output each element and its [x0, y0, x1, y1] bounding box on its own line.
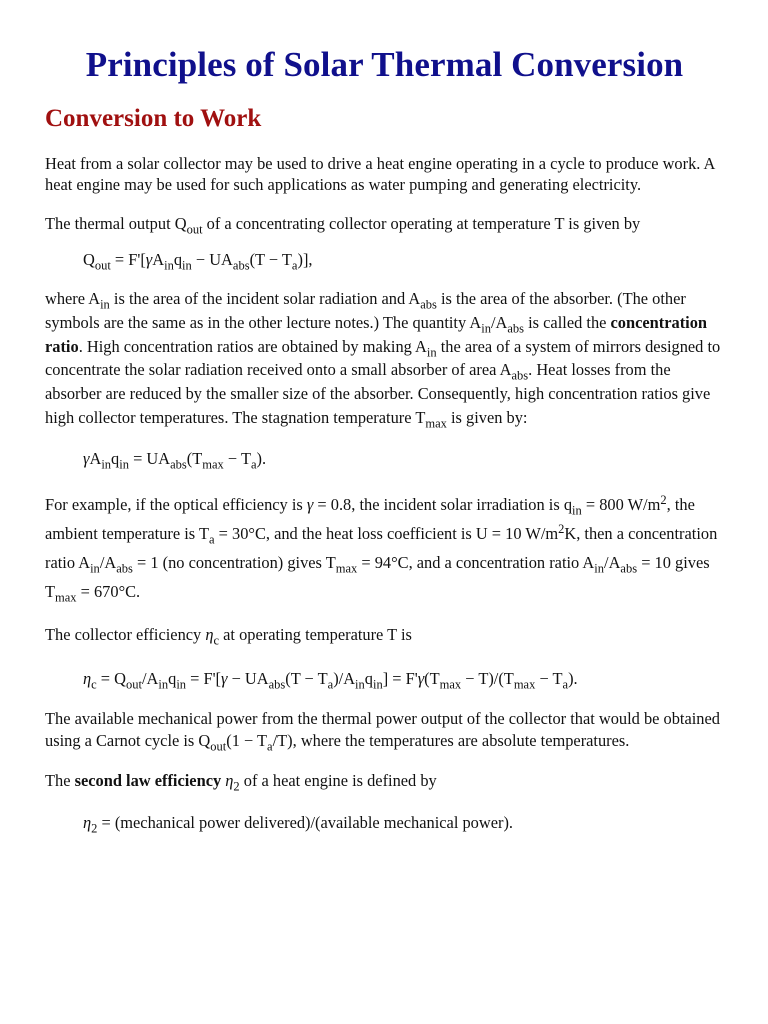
- paragraph-example: For example, if the optical efficiency is γ = 0.8, the incident solar irradiation is $q_{in} = 800$ $W/m^2$, the ambient temperature is $T_a = 30^\circ C$, and the heat loss coefficient is U = 10 $W/m^2K$, then a concentration ratio $A_{in}/A_{abs} = 1$ (no concentration) gives $T_{max} = 94^\circ C$, and a concentration ratio $A_{in}/A_{abs} = 10$ gives $T_{max} = 670^\circ C$.: [45, 492, 718, 605]
- equation-stagnation: $\gamma A_{in}q_{in} = UA_{abs}(T_{max} - T_a)$.: [83, 448, 267, 472]
- equation-collector-efficiency: $\eta_c = Q_{out}/A_{in}q_{in} = F'[\gamma - UA_{abs}(T - T_a)/A_{in}q_{in}] = F'\gamma(T_{max} - T)/(T_{max} - T_a)$.: [83, 668, 578, 692]
- equation-q-out: $Q_{out} = F'[\gamma A_{in}q_{in} - UA_{abs}(T - T_a)]$,: [83, 250, 313, 273]
- paragraph-concentration-ratio: where $A_{in}$ is the area of the incident solar radiation and $A_{abs}$ is the area of the absorber. (The other symbols are the same as in the other lecture notes.) The quantity $A_{in}/A_{abs}$ is called the concentration ratio. High concentration ratios are obtained by making $A_{in}$ the area of a system of mirrors designed to concentrate the solar radiation received onto a small absorber of area $A_{abs}$. Heat losses from the absorber are reduced by the smaller size of the absorber. Consequently, high concentration ratios give high collector temperatures. The stagnation temperature $T_{max}$ is given by:: [45, 289, 721, 431]
- page-title: Principles of Solar Thermal Conversion: [85, 45, 684, 84]
- paragraph-thermal-output: The thermal output $Q_{out}$ of a concentrating collector operating at temperature T is given by: [45, 214, 641, 237]
- term-concentration-ratio: concentration ratio: [45, 312, 708, 356]
- equation-second-law: $\eta_2$ = (mechanical power delivered)/(available mechanical power).: [83, 812, 513, 836]
- paragraph-intro: Heat from a solar collector may be used to drive a heat engine operating in a cycle to produce work. A heat engine may be used for such applications as water pumping and generating electricity.: [45, 154, 715, 194]
- paragraph-collector-efficiency: The collector efficiency $\eta_c$ at operating temperature T is: [45, 624, 412, 648]
- paragraph-second-law: The second law efficiency $\eta_2$ of a heat engine is defined by: [45, 770, 437, 794]
- section-heading: Conversion to Work: [45, 105, 262, 132]
- term-second-law-efficiency: second law efficiency: [74, 770, 222, 790]
- paragraph-mechanical-power: The available mechanical power from the thermal power output of the collector that would be obtained using a Carnot cycle is $Q_{out}(1 - T_a/T)$, where the temperatures are absolute temperatures.: [45, 708, 720, 754]
